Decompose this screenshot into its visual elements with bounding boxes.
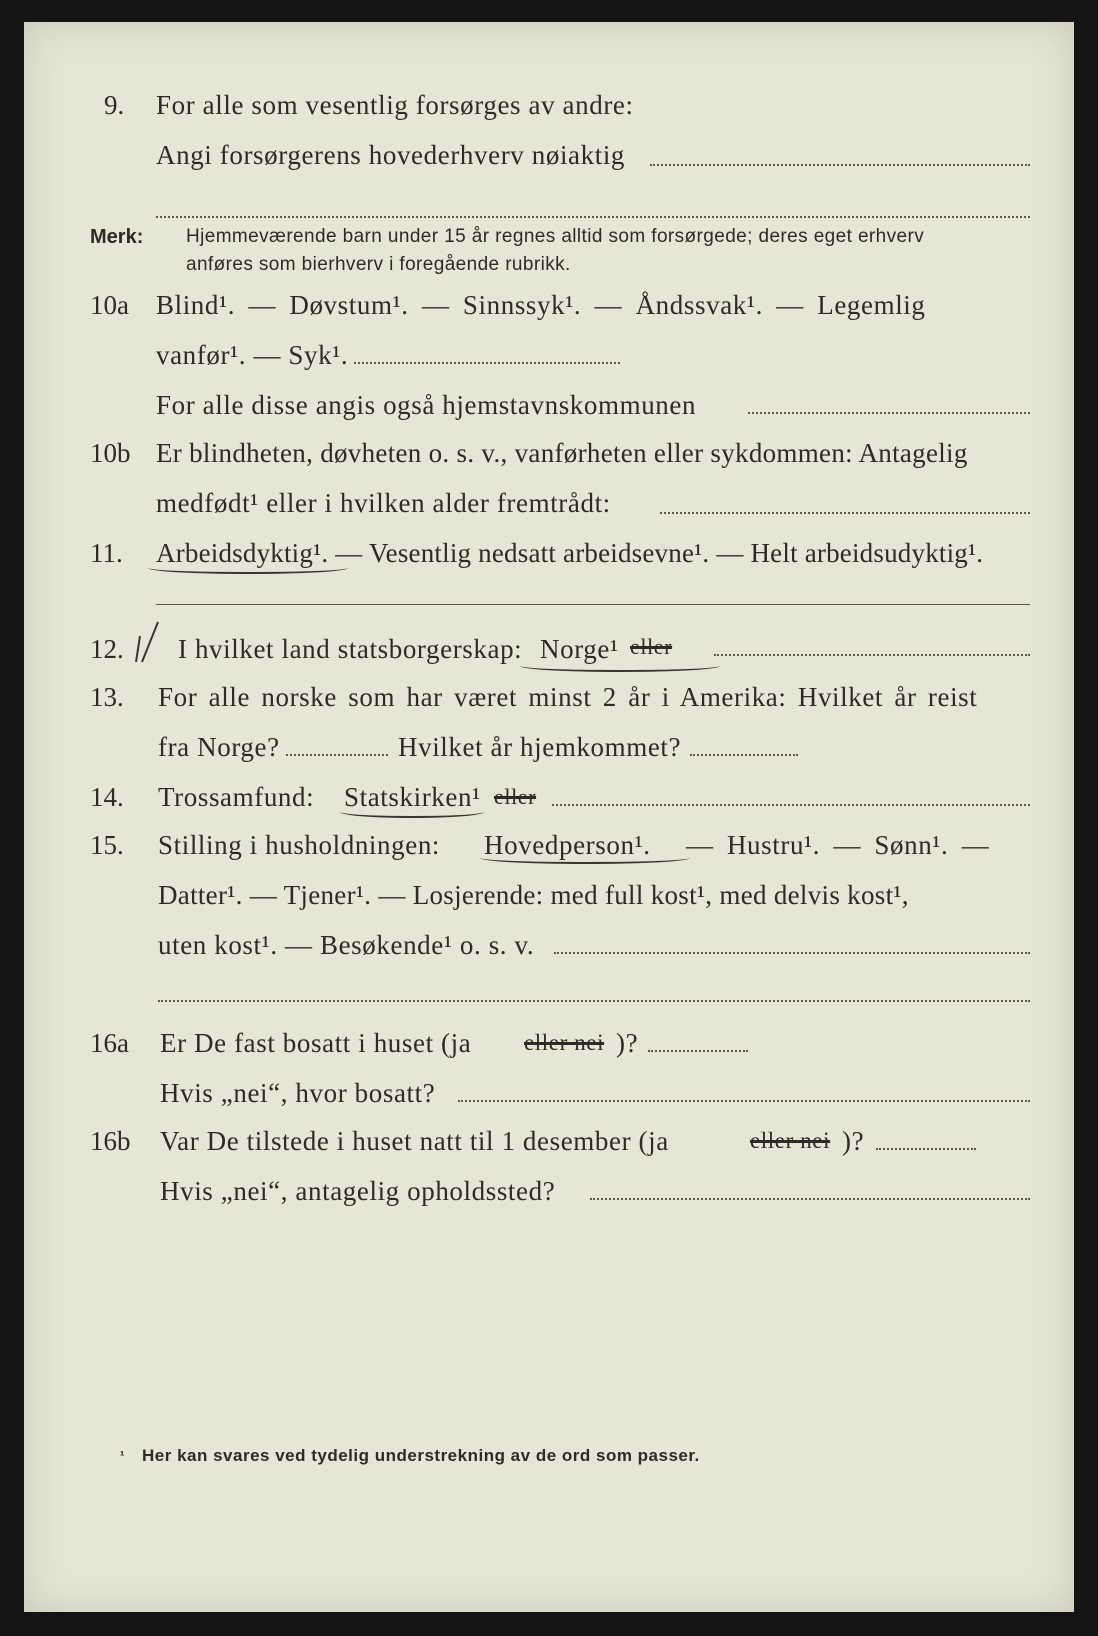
q14-answer: Statskirken¹ [344,782,481,812]
q9-line2: Angi forsørgerens hovederhverv nøiaktig [156,140,626,170]
q10a-line1: Blind¹. — Døvstum¹. — Sinnssyk¹. — Åndssvak¹. — Legemlig [156,290,926,320]
q9-answer-line-2[interactable] [156,216,1030,218]
q16a-bosatt-line[interactable] [458,1100,1030,1102]
q16a-number: 16a [90,1028,129,1058]
q16a-struck-words: eller nei [524,1030,605,1055]
q14-question: Trossamfund: [158,782,315,812]
q12-struck-word: eller [630,634,673,659]
q16a-line1a: Er De fast bosatt i huset (ja [160,1028,472,1058]
q15-answer-line-2[interactable] [158,1000,1030,1002]
q10a-hjemstavn-line[interactable] [748,412,1030,414]
q10a-number: 10a [90,290,129,320]
q10a-answer-line[interactable] [354,362,620,364]
q16b-struck-words: eller nei [750,1128,831,1153]
q10b-line2: medfødt¹ eller i hvilken alder fremtrådt: [156,488,611,518]
q14-answer-line[interactable] [552,804,1030,806]
q9-line1: For alle som vesentlig forsørges av andre: [156,90,634,120]
q10a-line3: For alle disse angis også hjemstavnskommunen [156,390,697,420]
q10b-number: 10b [90,438,131,468]
q11-number: 11. [90,538,123,568]
q16a-answer-line[interactable] [648,1050,748,1052]
q10a-line2: vanfør¹. — Syk¹. [156,340,349,370]
q12-handwritten-underline [520,660,720,672]
merk-label: Merk: [90,226,144,248]
q16b-line1c: )? [842,1126,865,1156]
q15-line1b: Hovedperson¹. [484,830,651,860]
q14-struck-word: eller [494,784,537,809]
q16a-line2: Hvis „nei“, hvor bosatt? [160,1078,436,1108]
q13-hjemkommet-line[interactable] [690,754,798,756]
q12-answer-line[interactable] [714,654,1030,656]
q15-line1c: — Hustru¹. — Sønn¹. — [686,830,990,860]
q13-reist-line[interactable] [286,754,388,756]
q16b-line2: Hvis „nei“, antagelig opholdssted? [160,1176,556,1206]
q15-line2: Datter¹. — Tjener¹. — Losjerende: med full kost¹, med delvis kost¹, [158,880,909,910]
q13-number: 13. [90,682,124,712]
q11-line1: Arbeidsdyktig¹. — Vesentlig nedsatt arbeidsevne¹. — Helt arbeidsudyktig¹. [156,538,984,568]
footnote-text: Her kan svares ved tydelig understrekning av de ord som passer. [142,1446,700,1465]
footnote-mark: ¹ [120,1448,125,1463]
merk-line2: anføres som bierhverv i foregående rubrikk. [186,254,571,275]
q11-separator [156,604,1030,605]
q15-handwritten-underline [480,852,690,864]
q9-answer-line[interactable] [650,164,1030,166]
q10b-line1: Er blindheten, døvheten o. s. v., vanførheten eller sykdommen: Antagelig [156,438,968,468]
q13-line1: For alle norske som har været minst 2 år i Amerika: Hvilket år reist [158,682,978,712]
q12-number: 12. [90,634,124,664]
q16a-line1c: )? [616,1028,639,1058]
q10b-answer-line[interactable] [660,512,1030,514]
merk-line1: Hjemmeværende barn under 15 år regnes alltid som forsørgede; deres eget erhverv [186,226,925,247]
q14-number: 14. [90,782,124,812]
q16b-line1a: Var De tilstede i huset natt til 1 desember (ja [160,1126,669,1156]
q15-line3: uten kost¹. — Besøkende¹ o. s. v. [158,930,535,960]
q13-line2a: fra Norge? [158,732,280,762]
q11-handwritten-underline [148,562,348,574]
q15-answer-line[interactable] [554,952,1030,954]
q12-answer: Norge¹ [540,634,619,664]
q9-number: 9. [104,90,125,120]
q15-number: 15. [90,830,124,860]
q13-line2b: Hvilket år hjemkommet? [398,732,682,762]
q16b-number: 16b [90,1126,131,1156]
q15-line1a: Stilling i husholdningen: [158,830,441,860]
census-form-page [24,22,1074,1612]
q16b-answer-line[interactable] [876,1148,976,1150]
q12-checkmark-icon [132,620,172,670]
q16b-opholdssted-line[interactable] [590,1198,1030,1200]
q14-handwritten-underline [340,806,484,818]
q12-question: I hvilket land statsborgerskap: [178,634,523,664]
